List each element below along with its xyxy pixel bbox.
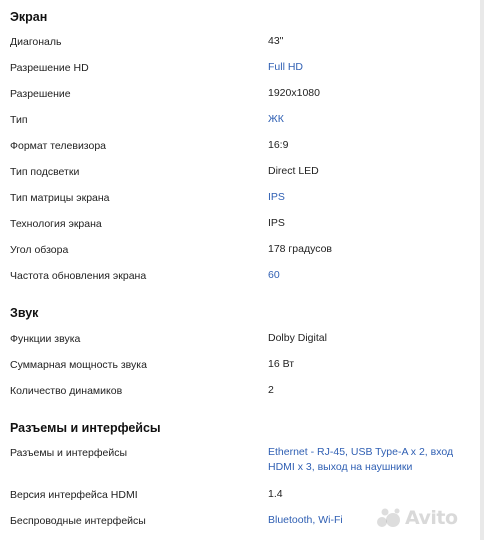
page-frame: [480, 0, 484, 540]
spec-value-matrix-type-link[interactable]: IPS: [268, 191, 285, 203]
spec-value-screen-technology: IPS: [268, 217, 285, 229]
spec-label-refresh-rate: Частота обновления экрана: [10, 270, 147, 282]
spec-value-refresh-rate-link[interactable]: 60: [268, 269, 280, 281]
spec-label-screen-technology: Технология экрана: [10, 218, 102, 230]
spec-label-sound-functions: Функции звука: [10, 333, 81, 345]
avito-watermark: [376, 506, 476, 530]
spec-label-matrix-type: Тип матрицы экрана: [10, 192, 110, 204]
spec-value-resolution-hd-link[interactable]: Full HD: [268, 61, 304, 73]
spec-value-viewing-angle: 178 градусов: [268, 243, 332, 255]
section-title-sound: Звук: [10, 306, 39, 320]
spec-label-resolution-hd: Разрешение HD: [10, 62, 89, 74]
spec-label-tv-format: Формат телевизора: [10, 140, 107, 152]
section-title-ports: Разъемы и интерфейсы: [10, 421, 161, 435]
spec-value-ports-link[interactable]: Ethernet - RJ-45, USB Type-A x 2, вход HDMI x 3, выход на наушники: [268, 446, 454, 473]
spec-label-diagonal: Диагональ: [10, 36, 62, 48]
spec-value-speaker-count: 2: [268, 384, 274, 396]
avito-logo-icon: [376, 507, 402, 529]
spec-label-resolution: Разрешение: [10, 88, 71, 100]
spec-label-type: Тип: [10, 114, 28, 126]
spec-value-diagonal: 43": [268, 35, 284, 47]
spec-label-ports: Разъемы и интерфейсы: [10, 447, 128, 459]
spec-value-type-link[interactable]: ЖК: [268, 113, 284, 125]
spec-value-resolution: 1920x1080: [268, 87, 320, 99]
watermark-text: Avito: [405, 507, 458, 529]
spec-value-sound-functions: Dolby Digital: [268, 332, 327, 344]
spec-label-wireless-interfaces: Беспроводные интерфейсы: [10, 515, 146, 527]
spec-label-hdmi-version: Версия интерфейса HDMI: [10, 489, 138, 501]
section-title-screen: Экран: [10, 10, 48, 24]
spec-value-total-sound-power: 16 Вт: [268, 358, 295, 370]
spec-value-tv-format: 16:9: [268, 139, 289, 151]
spec-label-backlight-type: Тип подсветки: [10, 166, 80, 178]
spec-value-wireless-interfaces-link[interactable]: Bluetooth, Wi-Fi: [268, 514, 343, 526]
spec-value-hdmi-version: 1.4: [268, 488, 283, 500]
spec-label-total-sound-power: Суммарная мощность звука: [10, 359, 147, 371]
spec-value-backlight-type: Direct LED: [268, 165, 319, 177]
spec-label-speaker-count: Количество динамиков: [10, 385, 123, 397]
spec-label-viewing-angle: Угол обзора: [10, 244, 69, 256]
